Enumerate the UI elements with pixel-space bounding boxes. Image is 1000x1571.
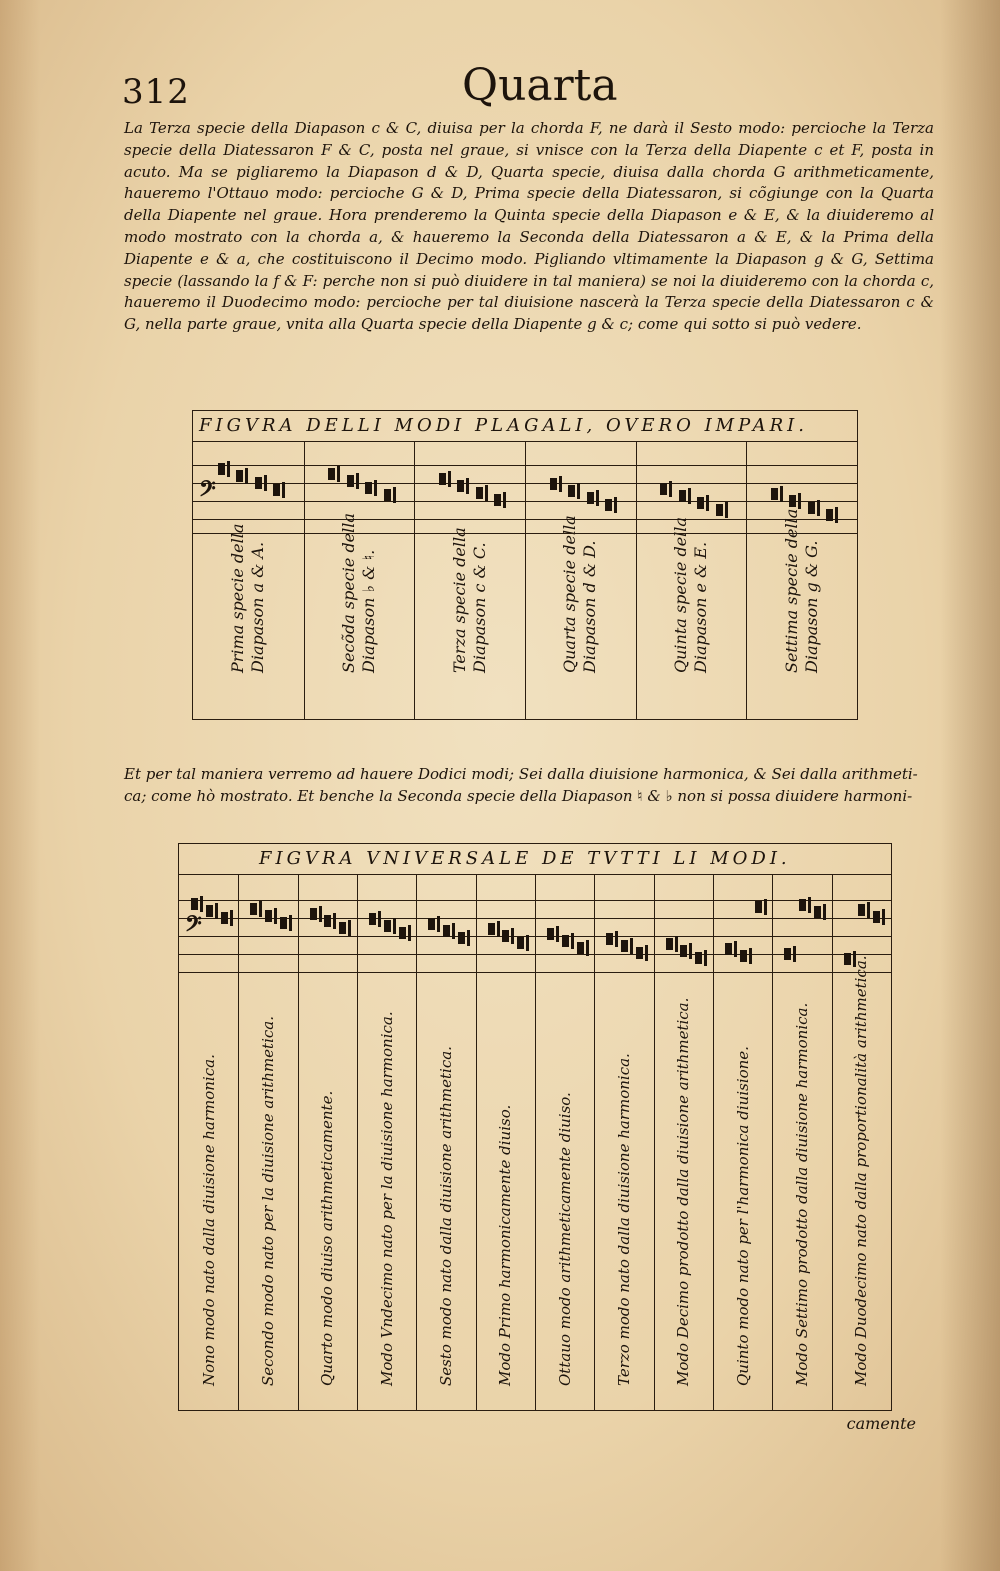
breve-note: [697, 497, 704, 509]
mode-column: [238, 976, 297, 1404]
mode-label: [852, 955, 870, 1386]
breve-note: [458, 932, 465, 944]
note-stem: [333, 913, 336, 929]
breve-note: [221, 912, 228, 924]
note-stem: [526, 935, 529, 951]
note-stem: [374, 480, 377, 496]
mode-label: [671, 517, 711, 673]
note-stem: [689, 943, 692, 959]
breve-note: [236, 470, 243, 482]
note-stem: [437, 916, 440, 932]
note-stem: [497, 921, 500, 937]
mode-column: [298, 976, 357, 1404]
note-stem: [882, 909, 885, 925]
mode-column: [636, 517, 747, 713]
breve-note: [814, 906, 821, 918]
mode-label: [318, 1091, 336, 1386]
breve-note: [660, 483, 667, 495]
mode-label-text: Settima specie della: [781, 508, 801, 673]
breve-note: [273, 484, 280, 496]
note-stem: [227, 461, 230, 477]
note-stem: [337, 466, 340, 482]
mode-label: [378, 1011, 396, 1386]
mode-column: [414, 527, 525, 713]
mode-label-text: Modo Primo harmonicamente diuiso.: [496, 1104, 515, 1386]
mode-column: [193, 523, 304, 713]
note-stem: [615, 931, 618, 947]
figure-title: FIGVRA DELLI MODI PLAGALI, OVERO IMPARI.: [193, 411, 857, 442]
breve-note: [716, 504, 723, 516]
note-stem: [688, 488, 691, 504]
breve-note: [347, 475, 354, 487]
note-stem: [764, 899, 767, 915]
note-stem: [725, 502, 728, 518]
mode-label: [615, 1053, 633, 1386]
mode-column: [594, 976, 653, 1404]
mode-column: [304, 513, 415, 713]
breve-note: [755, 901, 762, 913]
note-stem: [614, 497, 617, 513]
mode-label-text: Modo Duodecimo nato dalla proportionalità arithmetica.: [852, 955, 871, 1386]
breve-note: [265, 910, 272, 922]
breve-note: [488, 923, 495, 935]
breve-note: [369, 913, 376, 925]
breve-note: [399, 927, 406, 939]
mode-label: [734, 1046, 752, 1386]
note-stem: [749, 948, 752, 964]
mode-column: [357, 976, 416, 1404]
mode-label-text: Diapason ♭ & ♮.: [358, 549, 378, 673]
breve-note: [443, 925, 450, 937]
breve-note: [550, 478, 557, 490]
breve-note: [384, 920, 391, 932]
note-stem: [704, 950, 707, 966]
note-stem: [215, 903, 218, 919]
page-number: 312: [122, 72, 190, 112]
note-stem: [348, 920, 351, 936]
note-stem: [645, 945, 648, 961]
mode-label: [200, 1054, 218, 1386]
note-stem: [245, 468, 248, 484]
paragraph-1: La Terza specie della Diapason c & C, diuisa per la chorda F, ne darà il Sesto modo: percioche la Terza specie della Diatessaron F & C, posta nel graue, si vnisce con la Terza della Diapente c et F, posta in acuto. Ma se pigliaremo la Diapason d & D, Quarta specie, diuisa dalla chorda G arithmeticamente, haueremo l'Ottauo modo: percioche G & D, Prima specie della Diatessaron, si cõgiunge con la Quarta della Diapente nel graue. Hora prenderemo la Quinta specie della Diapason e & E, & la diuideremo al modo mostrato con la chorda a, & haueremo la Seconda della Diatessaron a & E, & la Prima della Diapente e & a, che costituiscono il Decimo modo. Pigliando vltimamente la Diapason g & G, Settima specie (lassando la f & F: perche non si può diuidere in tal maniera) se noi la diuideremo con la chorda c, haueremo il Duodecimo modo: percioche per tal diuisione nascerà la Terza specie della Diatessaron c & G, nella parte graue, vnita alla Quarta specie della Diapente g & c; come qui sotto si può vedere.: [124, 119, 934, 334]
breve-note: [339, 922, 346, 934]
mode-column: [476, 976, 535, 1404]
mode-label-text: Modo Vndecimo nato per la diuisione harmonica.: [377, 1011, 396, 1386]
note-stem: [230, 910, 233, 926]
mode-label-text: Diapason d & D.: [580, 540, 600, 673]
running-head: Quarta: [462, 60, 618, 111]
note-stem: [282, 482, 285, 498]
figure-universal-modes: [178, 843, 892, 1411]
breve-note: [605, 499, 612, 511]
breve-note: [191, 898, 198, 910]
mode-label-text: Modo Settimo prodotto dalla diuisione harmonica.: [792, 1002, 811, 1386]
mode-label: [228, 524, 268, 673]
text-line: ca; come hò mostrato. Et benche la Seconda specie della Diapason ♮ & ♭ non si possa diuidere harmoni-: [124, 786, 913, 805]
mode-label-text: Secondo modo nato per la diuisione arithmetica.: [258, 1016, 277, 1386]
mode-column: [416, 976, 475, 1404]
mode-column: [746, 508, 857, 713]
note-stem: [823, 904, 826, 920]
figure-plagal-modes: [192, 410, 858, 720]
breve-note: [771, 488, 778, 500]
note-stem: [356, 473, 359, 489]
note-stem: [264, 475, 267, 491]
breve-note: [587, 492, 594, 504]
note-stem: [596, 490, 599, 506]
mode-column: [772, 976, 831, 1404]
mode-label-text: Terzo modo nato dalla diuisione harmonica.: [614, 1053, 633, 1386]
note-stem: [669, 481, 672, 497]
mode-label: [339, 513, 379, 673]
note-stem: [586, 940, 589, 956]
note-stem: [511, 928, 514, 944]
breve-note: [476, 487, 483, 499]
note-stem: [274, 908, 277, 924]
bass-clef-icon: 𝄢: [185, 912, 202, 942]
breve-note: [494, 494, 501, 506]
mode-label-text: Ottauo modo arithmeticamente diuiso.: [555, 1092, 574, 1386]
mode-label: [674, 998, 692, 1386]
breve-note: [457, 480, 464, 492]
mode-label: [556, 1092, 574, 1386]
note-stem: [319, 906, 322, 922]
breve-note: [740, 950, 747, 962]
mode-label: [560, 515, 600, 673]
breve-note: [606, 933, 613, 945]
note-stem: [485, 485, 488, 501]
note-stem: [793, 946, 796, 962]
breve-note: [873, 911, 880, 923]
mode-label-text: Diapason a & A.: [248, 541, 268, 673]
note-stem: [706, 495, 709, 511]
breve-note: [799, 899, 806, 911]
breve-note: [502, 930, 509, 942]
note-stem: [467, 930, 470, 946]
note-stem: [378, 911, 381, 927]
note-stem: [452, 923, 455, 939]
page-shadow-right: [940, 0, 1000, 1571]
figure-title: FIGVRA VNIVERSALE DE TVTTI LI MODI.: [179, 844, 891, 875]
note-stem: [408, 925, 411, 941]
breve-note: [250, 903, 257, 915]
breve-note: [568, 485, 575, 497]
mode-label-text: Nono modo nato dalla diuisione harmonica.: [199, 1054, 218, 1386]
note-stem: [808, 897, 811, 913]
breve-note: [328, 468, 335, 480]
breve-note: [517, 937, 524, 949]
mode-label: [496, 1105, 514, 1386]
mode-column: [654, 976, 713, 1404]
breve-note: [365, 482, 372, 494]
breve-note: [784, 948, 791, 960]
separator-line: [179, 972, 891, 973]
mode-label-text: Quinto modo nato per l'harmonica diuisione.: [733, 1046, 752, 1386]
note-stem: [675, 936, 678, 952]
mode-label-text: Quarta specie della: [560, 515, 580, 673]
mode-label-text: Quinta specie della: [670, 517, 690, 673]
breve-note: [310, 908, 317, 920]
mode-label-text: Diapason e & E.: [690, 541, 710, 673]
note-stem: [798, 493, 801, 509]
note-stem: [556, 926, 559, 942]
mode-label-text: Diapason g & G.: [801, 540, 821, 673]
breve-note: [324, 915, 331, 927]
breve-note: [255, 477, 262, 489]
note-stem: [734, 941, 737, 957]
breve-note: [384, 489, 391, 501]
mode-label-text: Sesto modo nato dalla diuisione arithmetica.: [436, 1046, 455, 1386]
mode-label-text: Prima specie della: [228, 523, 248, 673]
breve-note: [562, 935, 569, 947]
breve-note: [280, 917, 287, 929]
breve-note: [844, 953, 851, 965]
mode-column: [179, 976, 238, 1404]
breve-note: [695, 952, 702, 964]
breve-note: [636, 947, 643, 959]
mode-column: [525, 515, 636, 713]
breve-note: [680, 945, 687, 957]
note-stem: [571, 933, 574, 949]
mode-label: [259, 1016, 277, 1386]
mode-label-text: Terza specie della: [449, 527, 469, 673]
note-stem: [200, 896, 203, 912]
breve-note: [679, 490, 686, 502]
note-stem: [780, 486, 783, 502]
breve-note: [666, 938, 673, 950]
note-stem: [393, 487, 396, 503]
mode-label: [450, 527, 490, 673]
mode-column: [832, 955, 891, 1404]
breve-note: [789, 495, 796, 507]
note-stem: [835, 507, 838, 523]
mode-label: [437, 1046, 455, 1386]
note-stem: [393, 918, 396, 934]
separator-line: [193, 533, 857, 534]
mode-column: [713, 976, 772, 1404]
note-stem: [448, 471, 451, 487]
breve-note: [621, 940, 628, 952]
catchword: camente: [846, 1414, 916, 1433]
breve-note: [428, 918, 435, 930]
text-line: Et per tal maniera verremo ad hauere Dodici modi; Sei dalla diuisione harmonica, & Sei dalla arithmeti-: [124, 765, 918, 783]
note-stem: [867, 902, 870, 918]
mode-label-text: Diapason c & C.: [469, 542, 489, 673]
note-stem: [466, 478, 469, 494]
mode-column: [535, 976, 594, 1404]
breve-note: [826, 509, 833, 521]
paragraph-2: [124, 764, 934, 808]
page-shadow-left: [0, 0, 40, 1571]
breve-note: [858, 904, 865, 916]
breve-note: [218, 463, 225, 475]
note-stem: [503, 492, 506, 508]
note-stem: [577, 483, 580, 499]
breve-note: [206, 905, 213, 917]
note-stem: [559, 476, 562, 492]
note-stem: [289, 915, 292, 931]
breve-note: [725, 943, 732, 955]
breve-note: [547, 928, 554, 940]
mode-label: [793, 1003, 811, 1386]
bass-clef-icon: 𝄢: [199, 477, 216, 507]
mode-label-text: Secõda specie della: [338, 513, 358, 673]
mode-label-text: Modo Decimo prodotto dalla diuisione arithmetica.: [674, 997, 693, 1386]
note-stem: [630, 938, 633, 954]
note-stem: [259, 901, 262, 917]
mode-label-text: Quarto modo diuiso arithmeticamente.: [318, 1090, 337, 1386]
breve-note: [439, 473, 446, 485]
breve-note: [577, 942, 584, 954]
